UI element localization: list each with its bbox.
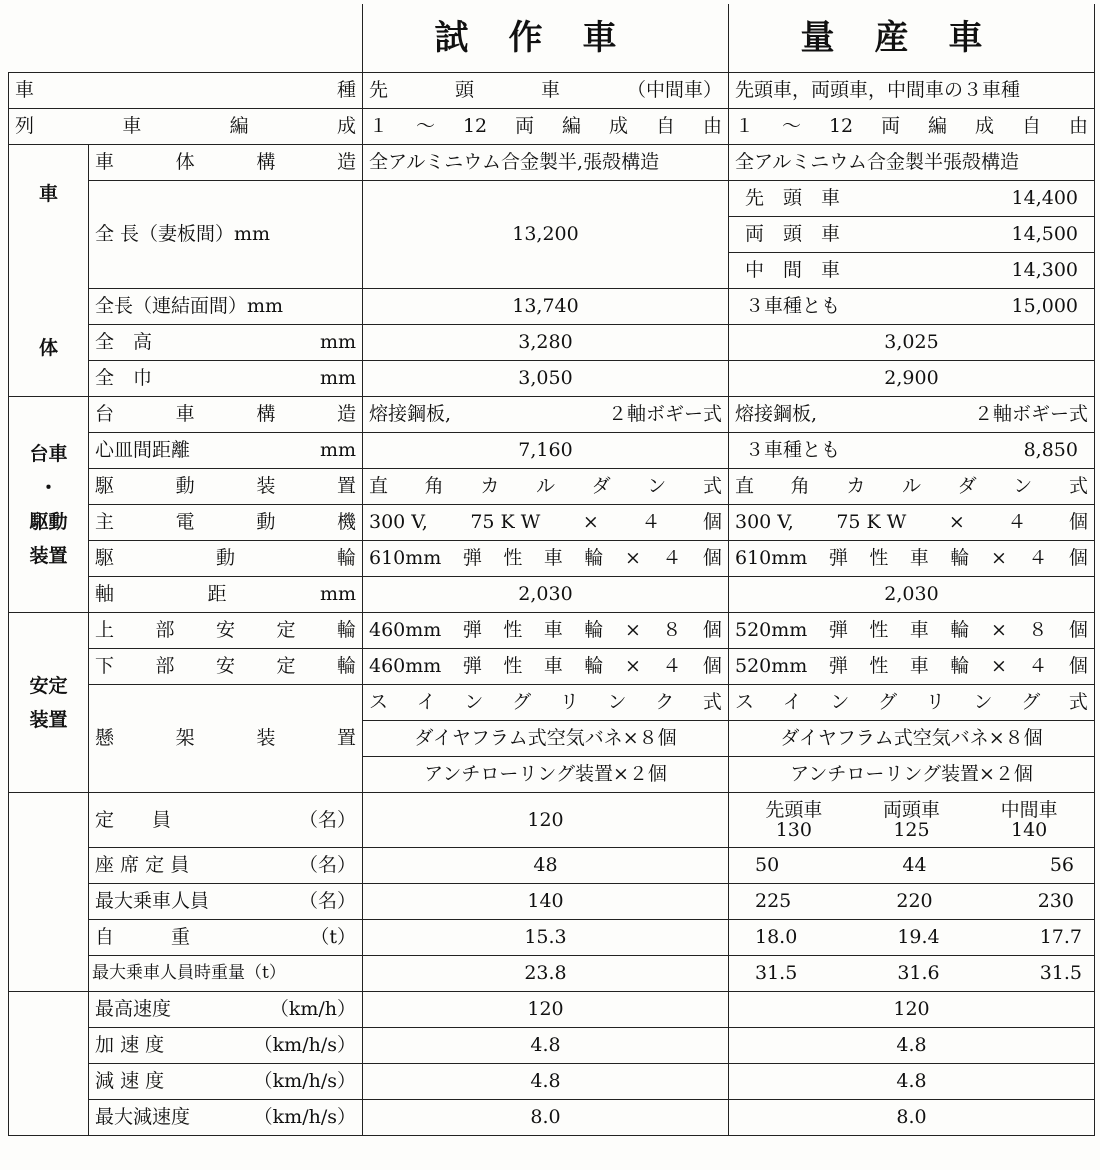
row-label: 車 体 構 造 (89, 145, 363, 181)
row-max-deceleration (9, 1100, 1095, 1136)
group-body: 車 体 (9, 145, 89, 397)
row-length-coupler (9, 289, 1095, 325)
proto-value: １ ～ 12 両 編 成 自 由 (363, 109, 729, 145)
row-width (9, 361, 1095, 397)
row-capacity (9, 793, 1095, 848)
row-label: 心皿間距離 mm (89, 433, 363, 469)
row-label: 駆 動 輪 (89, 541, 363, 577)
proto-value: 300 V, 75 K W × ４ 個 (363, 505, 729, 541)
row-label: 全 高 mm (89, 325, 363, 361)
row-label: 列 車 編 成 (9, 109, 363, 145)
mass-value: ス イ ン グ リ ン グ 式 (729, 685, 1095, 721)
header-mass-production: 量産車 (729, 4, 1095, 73)
proto-value: ス イ ン グ リ ン ク 式 (363, 685, 729, 721)
row-label: 下 部 安 定 輪 (89, 649, 363, 685)
group-blank-capacity (9, 793, 89, 992)
proto-value: 2,030 (363, 577, 729, 613)
row-top-speed (9, 992, 1095, 1028)
mass-value: 520mm 弾 性 車 輪 × ４ 個 (729, 649, 1095, 685)
row-label: 全 長（妻板間）mm (89, 181, 363, 289)
row-suspension-1 (9, 685, 1095, 721)
proto-value: 3,050 (363, 361, 729, 397)
row-upper-stabilizer (9, 613, 1095, 649)
mass-value: 31.5 31.6 31.5 (729, 956, 1095, 992)
header-row (9, 4, 1095, 73)
mass-value: 先頭車，両頭車，中間車の３車種 (729, 73, 1095, 109)
group-bogie-drive: 台車 ・ 駆動 装置 (9, 397, 89, 613)
mass-value: 300 V, 75 K W × ４ 個 (729, 505, 1095, 541)
mass-value: 120 (729, 992, 1095, 1028)
row-deceleration (9, 1064, 1095, 1100)
row-lower-stabilizer (9, 649, 1095, 685)
proto-value: 4.8 (363, 1028, 729, 1064)
spec-table (8, 4, 1095, 1136)
row-weight (9, 920, 1095, 956)
mass-value: アンチローリング装置×２個 (729, 757, 1095, 793)
row-label: 加 速 度 （km/h/s） (89, 1028, 363, 1064)
proto-value: 23.8 (363, 956, 729, 992)
mass-value: ダイヤフラム式空気バネ×８個 (729, 721, 1095, 757)
header-prototype: 試作車 (363, 4, 729, 73)
mass-value: 610mm 弾 性 車 輪 × ４ 個 (729, 541, 1095, 577)
row-label: 駆 動 装 置 (89, 469, 363, 505)
proto-value: 先 頭 車 （中間車） (363, 73, 729, 109)
mass-value: 50 44 56 (729, 848, 1095, 884)
proto-value: 3,280 (363, 325, 729, 361)
row-drive-unit (9, 469, 1095, 505)
proto-value: 4.8 (363, 1064, 729, 1100)
proto-value: 13,200 (363, 181, 729, 289)
proto-value: 15.3 (363, 920, 729, 956)
row-car-type (9, 73, 1095, 109)
row-label: 全長（連結面間）mm (89, 289, 363, 325)
proto-value: 120 (363, 992, 729, 1028)
row-length-endplate (9, 181, 1095, 217)
mass-value: 熔接鋼板, ２軸ボギー式 (729, 397, 1095, 433)
row-drive-wheel (9, 541, 1095, 577)
mass-value: 3,025 (729, 325, 1095, 361)
mass-value: 2,030 (729, 577, 1095, 613)
mass-value: １ ～ 12 両 編 成 自 由 (729, 109, 1095, 145)
row-acceleration (9, 1028, 1095, 1064)
row-label: 車 種 (9, 73, 363, 109)
proto-value: 8.0 (363, 1100, 729, 1136)
proto-value: アンチローリング装置×２個 (363, 757, 729, 793)
mass-value: 全アルミニウム合金製半張殻構造 (729, 145, 1095, 181)
row-center-distance (9, 433, 1095, 469)
row-bogie-structure (9, 397, 1095, 433)
row-label: 減 速 度 （km/h/s） (89, 1064, 363, 1100)
row-formation (9, 109, 1095, 145)
proto-value: 直 角 カ ル ダ ン 式 (363, 469, 729, 505)
mass-value: 中 間 車 14,300 (729, 253, 1095, 289)
mass-value: 18.0 19.4 17.7 (729, 920, 1095, 956)
proto-value: 610mm 弾 性 車 輪 × ４ 個 (363, 541, 729, 577)
row-label: 自 重 （t） (89, 920, 363, 956)
proto-value: 熔接鋼板, ２軸ボギー式 (363, 397, 729, 433)
row-loaded-weight (9, 956, 1095, 992)
row-height (9, 325, 1095, 361)
mass-value: ３車種とも 8,850 (729, 433, 1095, 469)
mass-value: 先 頭 車 14,400 (729, 181, 1095, 217)
row-label: 懸 架 装 置 (89, 685, 363, 793)
group-stabilizer: 安定 装置 (9, 613, 89, 793)
row-label: 定 員 （名） (89, 793, 363, 848)
row-label: 最高速度 （km/h） (89, 992, 363, 1028)
mass-value: 先頭車 130 両頭車 125 中間車 140 (729, 793, 1095, 848)
proto-value: 460mm 弾 性 車 輪 × ４ 個 (363, 649, 729, 685)
row-label: 最大乗車人員 （名） (89, 884, 363, 920)
proto-value: 140 (363, 884, 729, 920)
row-label: 台 車 構 造 (89, 397, 363, 433)
group-blank-performance (9, 992, 89, 1136)
proto-value: ダイヤフラム式空気バネ×８個 (363, 721, 729, 757)
row-label: 最大乗車人員時重量（t） (89, 956, 363, 992)
row-label: 最大減速度 （km/h/s） (89, 1100, 363, 1136)
mass-value: 225 220 230 (729, 884, 1095, 920)
proto-value: 全アルミニウム合金製半,張殻構造 (363, 145, 729, 181)
mass-value: 4.8 (729, 1028, 1095, 1064)
mass-value: 4.8 (729, 1064, 1095, 1100)
proto-value: 460mm 弾 性 車 輪 × ８ 個 (363, 613, 729, 649)
mass-value: 8.0 (729, 1100, 1095, 1136)
row-wheelbase (9, 577, 1095, 613)
proto-value: 120 (363, 793, 729, 848)
row-label: 座 席 定 員 （名） (89, 848, 363, 884)
row-max-passengers (9, 884, 1095, 920)
row-label: 全 巾 mm (89, 361, 363, 397)
proto-value: 13,740 (363, 289, 729, 325)
row-seats (9, 848, 1095, 884)
proto-value: 7,160 (363, 433, 729, 469)
mass-value: 2,900 (729, 361, 1095, 397)
header-blank (9, 4, 363, 73)
proto-value: 48 (363, 848, 729, 884)
mass-value: 直 角 カ ル ダ ン 式 (729, 469, 1095, 505)
row-body-structure (9, 145, 1095, 181)
row-label: 上 部 安 定 輪 (89, 613, 363, 649)
mass-value: 両 頭 車 14,500 (729, 217, 1095, 253)
row-label: 主 電 動 機 (89, 505, 363, 541)
row-main-motor (9, 505, 1095, 541)
mass-value: 520mm 弾 性 車 輪 × ８ 個 (729, 613, 1095, 649)
mass-value: ３車種とも 15,000 (729, 289, 1095, 325)
row-label: 軸 距 mm (89, 577, 363, 613)
